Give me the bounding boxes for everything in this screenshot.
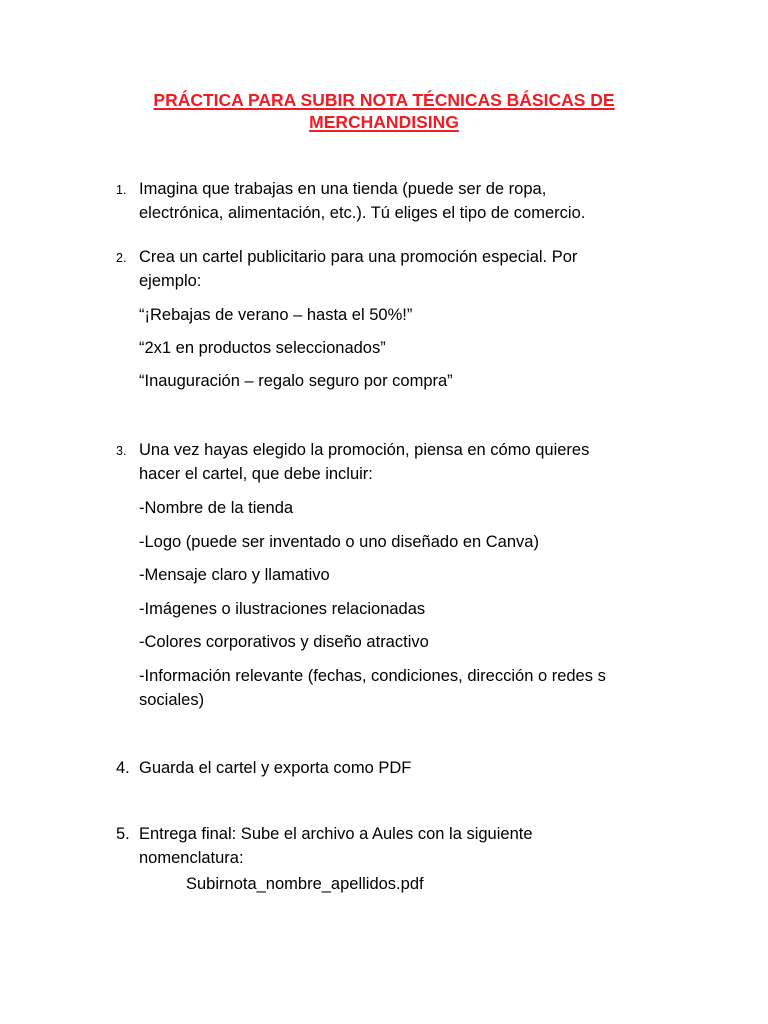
title-line-1: PRÁCTICA PARA SUBIR NOTA TÉCNICAS BÁSICAS DE: [153, 90, 615, 110]
item-5-number: 5.: [116, 825, 130, 843]
item-3-requirement-6: -Información relevante (fechas, condiciones, dirección o redes s: [139, 667, 606, 685]
item-5-line-1: Entrega final: Sube el archivo a Aules con la siguiente: [139, 825, 533, 843]
item-2-number: 2.: [116, 251, 127, 265]
item-1-number: 1.: [116, 183, 127, 197]
item-2-example-1: “¡Rebajas de verano – hasta el 50%!”: [139, 306, 413, 324]
item-2-line-2: ejemplo:: [139, 272, 202, 290]
item-3-requirement-3: -Mensaje claro y llamativo: [139, 566, 330, 584]
item-2-example-2: “2x1 en productos seleccionados”: [139, 339, 386, 357]
item-3-line-1: Una vez hayas elegido la promoción, piensa en cómo quieres: [139, 441, 590, 459]
title-line-2: MERCHANDISING: [309, 112, 459, 132]
item-1-line-1: Imagina que trabajas en una tienda (puede ser de ropa,: [139, 180, 547, 198]
item-2-example-3: “Inauguración – regalo seguro por compra”: [139, 372, 453, 390]
item-1-line-2: electrónica, alimentación, etc.). Tú eliges el tipo de comercio.: [139, 204, 586, 222]
item-4-number: 4.: [116, 759, 130, 777]
item-3-number: 3.: [116, 444, 127, 458]
item-5-filename: Subirnota_nombre_apellidos.pdf: [186, 875, 424, 893]
item-3-requirement-2: -Logo (puede ser inventado o uno diseñado en Canva): [139, 533, 539, 551]
item-3-requirement-1: -Nombre de la tienda: [139, 499, 294, 517]
item-2-line-1: Crea un cartel publicitario para una promoción especial. Por: [139, 248, 578, 266]
item-3-requirement-4: -Imágenes o ilustraciones relacionadas: [139, 600, 426, 618]
item-4-line-1: Guarda el cartel y exporta como PDF: [139, 759, 412, 777]
item-3-requirement-5: -Colores corporativos y diseño atractivo: [139, 633, 429, 651]
item-5-line-2: nomenclatura:: [139, 849, 244, 867]
item-3-requirement-6-cont: sociales): [139, 691, 205, 709]
item-3-line-2: hacer el cartel, que debe incluir:: [139, 465, 373, 483]
